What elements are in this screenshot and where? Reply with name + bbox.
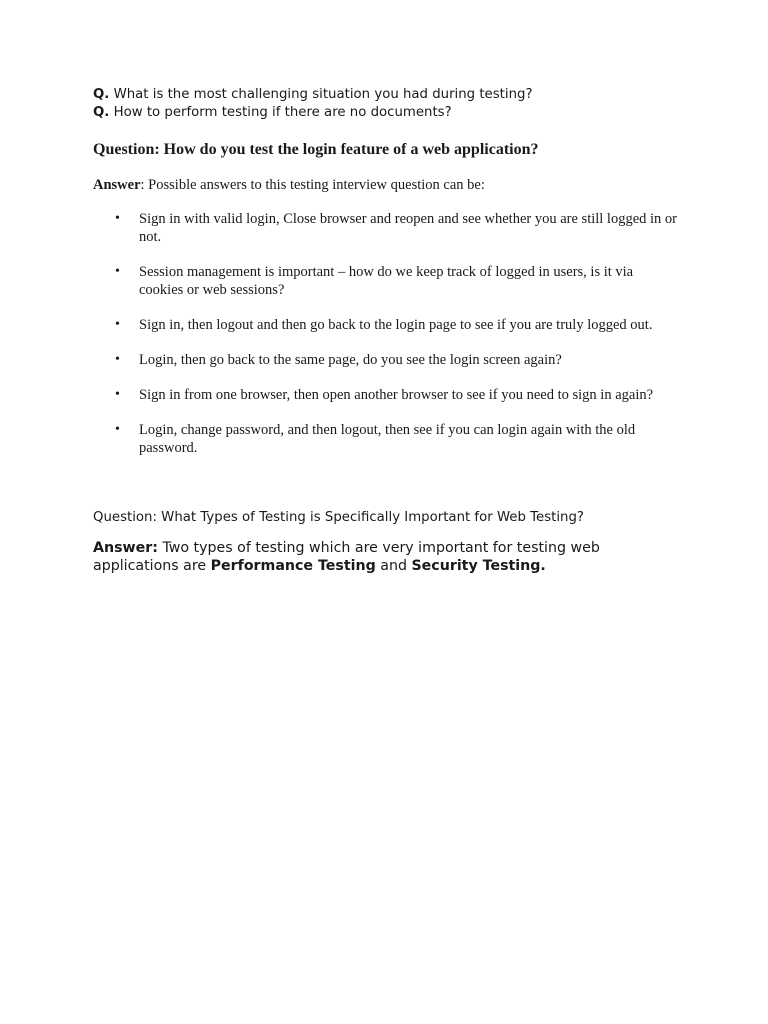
- question-no-documents: [93, 104, 452, 121]
- web-testing-question-heading: Question: What Types of Testing is Specifically Important for Web Testing?: [93, 510, 584, 525]
- bullet-icon: •: [115, 352, 120, 367]
- bullet-icon: •: [115, 422, 120, 437]
- list-item: [93, 210, 679, 246]
- list-item: [93, 351, 679, 369]
- list-item: [93, 386, 679, 404]
- answer-text: Two types of testing which are very important for testing web applications are: [93, 540, 600, 574]
- answer-intro-text: : Possible answers to this testing interview question can be:: [140, 177, 485, 193]
- list-item: [93, 316, 679, 334]
- question-challenging-situation: [93, 86, 533, 103]
- list-item-text: Login, change password, and then logout, then see if you can login again with the old password.: [139, 422, 636, 456]
- performance-testing-term: Performance Testing: [210, 558, 376, 574]
- list-item-text: Sign in, then logout and then go back to the login page to see if you are truly logged out.: [139, 317, 653, 333]
- list-item-text: Sign in from one browser, then open another browser to see if you need to sign in again?: [139, 387, 654, 403]
- login-question-heading: Question: How do you test the login feature of a web application?: [93, 141, 539, 158]
- question-prefix: Q.: [93, 105, 110, 120]
- list-item-text: Login, then go back to the same page, do you see the login screen again?: [139, 352, 562, 368]
- answer-text-connector: and: [375, 558, 412, 574]
- list-item-text: Sign in with valid login, Close browser and reopen and see whether you are still logged in or not.: [139, 211, 678, 245]
- security-testing-term: Security Testing.: [411, 558, 546, 574]
- list-item-text: Session management is important – how do we keep track of logged in users, is it via cookies or web sessions?: [139, 264, 634, 298]
- bullet-icon: •: [115, 211, 120, 226]
- list-item: [93, 421, 679, 457]
- question-text: What is the most challenging situation you had during testing?: [109, 87, 533, 102]
- answer-label: Answer: [93, 177, 141, 193]
- login-test-bullet-list: [93, 210, 693, 474]
- bullet-icon: •: [115, 387, 120, 402]
- list-item: [93, 263, 679, 299]
- question-prefix: Q.: [93, 87, 110, 102]
- web-testing-answer: [93, 539, 653, 575]
- bullet-icon: •: [115, 317, 120, 332]
- answer-label: Answer:: [93, 540, 158, 556]
- login-answer-intro: [93, 176, 485, 194]
- question-text: How to perform testing if there are no documents?: [109, 105, 452, 120]
- bullet-icon: •: [115, 264, 120, 279]
